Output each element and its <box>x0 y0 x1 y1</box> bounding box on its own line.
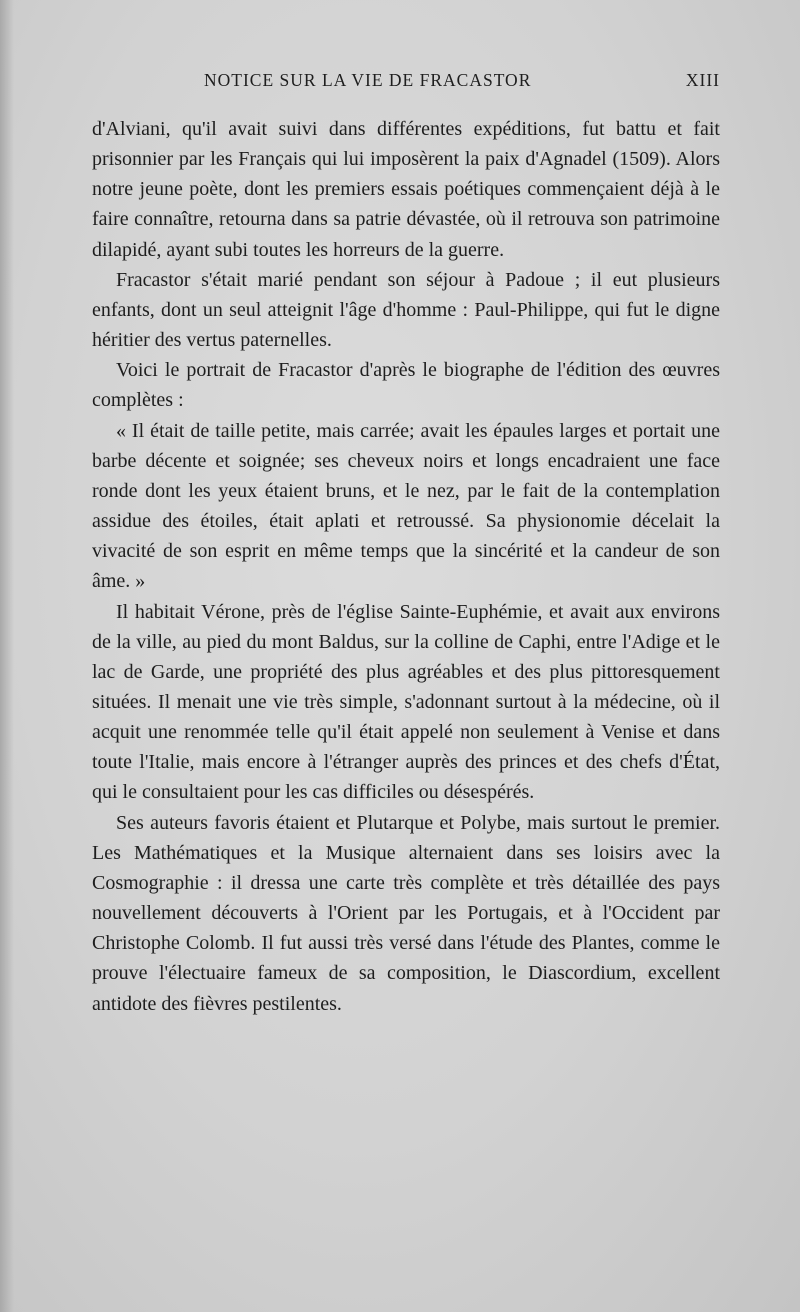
paragraph-portrait-intro: Voici le portrait de Fracastor d'après le biographe de l'édition des œuvres complètes : <box>92 359 720 412</box>
page-edge-shadow <box>0 0 14 1312</box>
paragraph-verona: Il habitait Vérone, près de l'église Sainte-Euphémie, et avait aux environs de la ville, au pied du mont Baldus, sur la colline de Caphi, entre l'Adige et le lac de Garde, une propriété des plus agréables et des plus pittoresquement situées. Il menait une vie très simple, s'adonnant surtout à la médecine, où il acquit une renommée telle qu'il était appelé non seulement à Venise et dans toute l'Italie, mais encore à l'étranger auprès des princes et des chefs d'État, qui le consultaient pour les cas difficiles ou désespérés. <box>92 600 720 804</box>
paragraph-portrait-quote: « Il était de taille petite, mais carrée; avait les épaules larges et portait une barbe décente et soignée; ses cheveux noirs et longs encadraient une face ronde dont les yeux étaient bruns, et le nez, par le fait de la contemplation assidue des étoiles, était aplati et retroussé. Sa physionomie décelait la vivacité de son esprit en même temps que la sincérité et la candeur de son âme. » <box>92 419 720 593</box>
paragraph-interests: Ses auteurs favoris étaient et Plutarque et Polybe, mais surtout le premier. Les Mathématiques et la Musique alternaient dans ses loisirs avec la Cosmographie : il dressa une carte très complète et très détaillée des pays nouvellement découverts à l'Orient par les Portugais, et à l'Occident par Christophe Colomb. Il fut aussi très versé dans l'étude des Plantes, comme le prouve l'électuaire fameux de sa composition, le Diascordium, excellent antidote des fièvres pestilentes. <box>92 811 720 1015</box>
paragraph-marriage: Fracastor s'était marié pendant son séjour à Padoue ; il eut plusieurs enfants, dont un seul atteignit l'âge d'homme : Paul-Philippe, qui fut le digne héritier des vertus paternelles. <box>92 268 720 352</box>
paragraph-continuation: d'Alviani, qu'il avait suivi dans différentes expéditions, fut battu et fait prisonnier par les Français qui lui imposèrent la paix d'Agnadel (1509). Alors notre jeune poète, dont les premiers essais poétiques commençaient déjà à le faire connaître, retourna dans sa patrie dévastée, où il retrouva son patrimoine dilapidé, ayant subi toutes les horreurs de la guerre. <box>92 118 720 261</box>
body-text <box>92 114 720 1019</box>
running-header <box>92 70 720 100</box>
page-number: XIII <box>685 70 720 90</box>
running-title: NOTICE SUR LA VIE DE FRACASTOR <box>204 70 532 90</box>
